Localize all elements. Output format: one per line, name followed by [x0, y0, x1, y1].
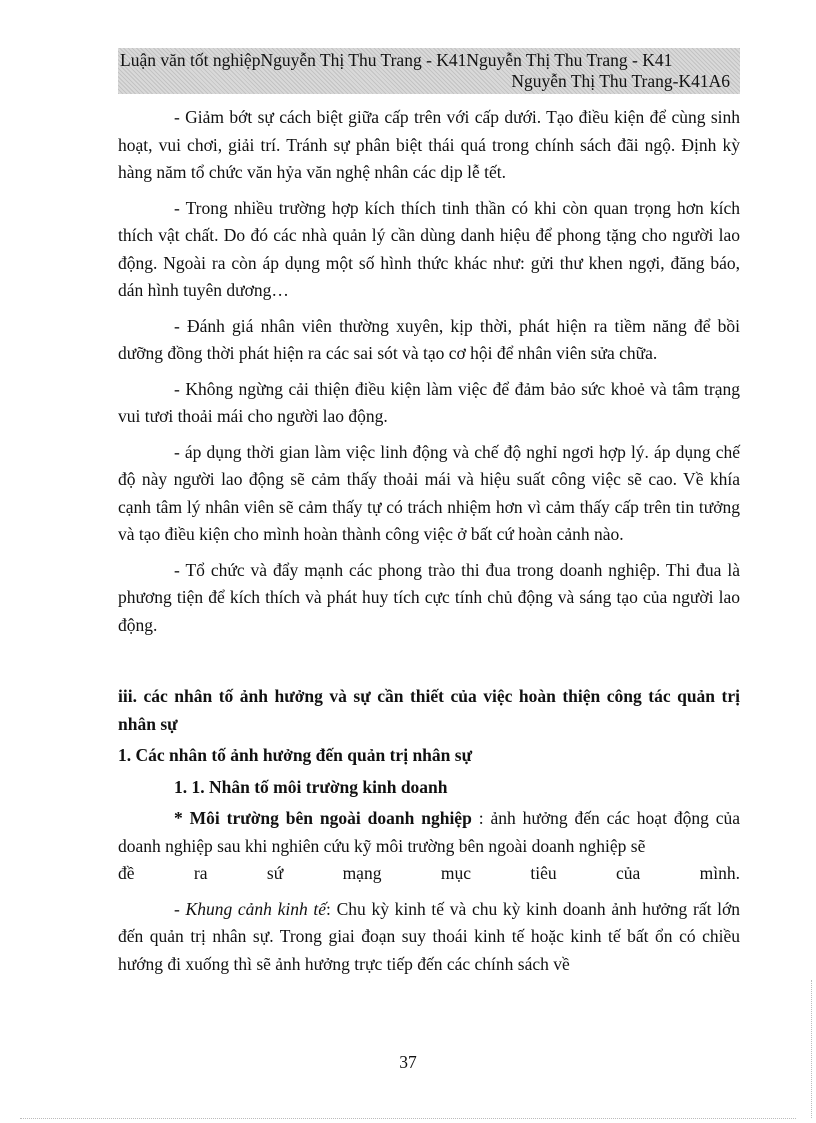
heading-section-1-1: 1. 1. Nhân tố môi trường kinh doanh — [174, 776, 448, 797]
spread-word: mạng — [342, 863, 382, 883]
economic-text: : Chu kỳ kinh tế và chu kỳ kinh doanh ảnh hưởng rất lớn đến quản trị nhân sự. Trong giai đoạn suy thoái kinh tế hoặc kinh tế bất ổn có chiều hướng đi xuống thì sẽ ảnh hưởng trực tiếp đến các chính sách về — [118, 898, 740, 974]
external-env-text: : ảnh hưởng đến các hoạt động của doanh nghiệp sau khi nghiên cứu kỹ môi trường bên ngoài doanh nghiệp sẽ — [118, 808, 740, 856]
page-bottom-border — [20, 1118, 796, 1119]
spread-word: ra — [193, 863, 208, 883]
paragraph-economic-context — [118, 896, 740, 979]
external-env-label: * Môi trường bên ngoài doanh nghiệp — [174, 808, 472, 828]
spread-word: sứ — [266, 863, 284, 883]
heading-section-iii: iii. các nhân tố ảnh hưởng và sự cần thiết của việc hoàn thiện công tác quản trị nhân sự — [118, 686, 740, 734]
economic-label: - Khung cảnh kinh tế — [174, 898, 327, 919]
spread-word: tiêu — [530, 863, 557, 883]
paragraph-external-environment — [118, 805, 740, 860]
spread-word: đề — [118, 863, 135, 883]
header-line-2: Nguyễn Thị Thu Trang-K41A6 — [511, 71, 730, 91]
justified-last-line — [118, 860, 740, 888]
page-right-border — [811, 980, 812, 1118]
running-header — [118, 48, 740, 94]
heading-section-1: 1. Các nhân tố ảnh hưởng đến quản trị nhân sự — [118, 745, 473, 765]
document-body — [118, 104, 740, 986]
paragraph-working-conditions: - Không ngừng cải thiện điều kiện làm việc để đảm bảo sức khoẻ và tâm trạng vui tươi thoải mái cho người lao động. — [118, 378, 740, 426]
spread-word: mình. — [699, 863, 740, 883]
paragraph-emulation: - Tổ chức và đẩy mạnh các phong trào thi đua trong doanh nghiệp. Thi đua là phương tiện để kích thích và phát huy tích cực tính chủ động và sáng tạo của người lao động. — [118, 559, 740, 635]
spread-word: mục — [440, 863, 471, 883]
header-line-1: Luận văn tốt nghiệpNguyễn Thị Thu Trang - K41Nguyễn Thị Thu Trang - K41 — [120, 50, 673, 70]
paragraph-spiritual-incentives: - Trong nhiều trường hợp kích thích tinh thần có khi còn quan trọng hơn kích thích vật chất. Do đó các nhà quản lý cần dùng danh hiệu để phong tặng cho người lao động. Ngoài ra còn áp dụng một số hình thức khác như: gửi thư khen ngợi, đăng báo, dán hình tuyên dương… — [118, 197, 740, 300]
paragraph-reduce-gap: - Giảm bớt sự cách biệt giữa cấp trên với cấp dưới. Tạo điều kiện để cùng sinh hoạt, vui chơi, giải trí. Tránh sự phân biệt thái quá trong chính sách đãi ngộ. Định kỳ hàng năm tổ chức văn hỷa văn nghệ nhân các dịp lễ tết. — [118, 107, 740, 182]
spread-word: của — [615, 863, 641, 883]
paragraph-flexible-time: - áp dụng thời gian làm việc linh động và chế độ nghỉ ngơi hợp lý. áp dụng chế độ này người lao động sẽ cảm thấy thoải mái và hiệu suất công việc sẽ cao. Về khía cạnh tâm lý nhân viên sẽ cảm thấy tự có trách nhiệm hơn vì cảm thấy cấp trên tin tưởng và tạo điều kiện cho mình hoàn thành công việc ở bất cứ hoàn cảnh nào. — [118, 441, 740, 544]
page-number: 37 — [399, 1052, 417, 1072]
paragraph-evaluate-staff: - Đánh giá nhân viên thường xuyên, kịp thời, phát hiện ra tiềm năng để bồi dưỡng đồng thời phát hiện ra các sai sót và tạo cơ hội để nhân viên sửa chữa. — [118, 315, 740, 363]
